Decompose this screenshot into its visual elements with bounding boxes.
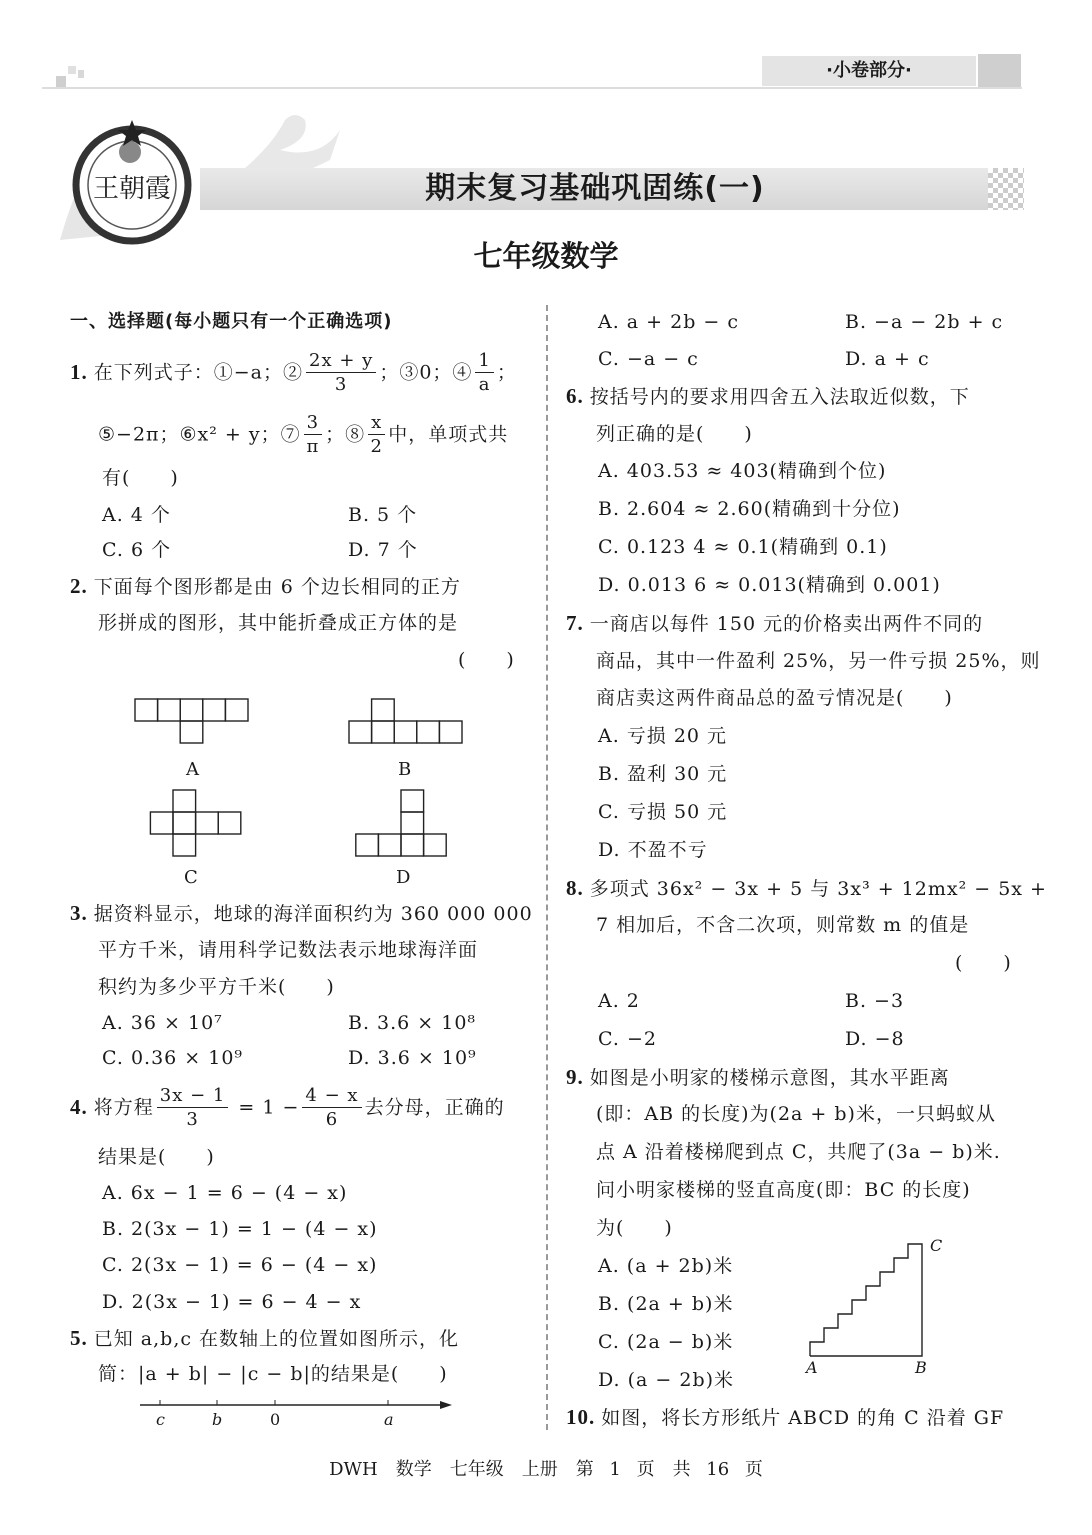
page-subtitle: 七年级数学	[473, 239, 619, 273]
net-b	[349, 699, 462, 743]
title-band-checker	[988, 168, 1024, 210]
option-a[interactable]: A. 亏损 20 元	[598, 725, 728, 747]
staircase-figure	[800, 1230, 940, 1360]
question-10-line-1	[566, 1405, 1004, 1430]
fraction: $\frac{3x - 1}{3}$	[157, 1085, 229, 1132]
option-a[interactable]: A. 403.53 ≈ 403(精确到个位)	[598, 460, 887, 482]
question-7-line-3: 商店卖这两件商品总的盈亏情况是( )	[596, 687, 953, 709]
question-6-line-1	[566, 384, 970, 409]
section-heading: 一、选择题(每小题只有一个正确选项)	[70, 311, 393, 332]
option-b[interactable]: B. −a − 2b + c	[845, 311, 1004, 333]
question-3-line-3: 积约为多少平方千米( )	[98, 976, 335, 998]
option-c[interactable]: C. 0.123 4 ≈ 0.1(精确到 0.1)	[598, 536, 888, 558]
option-a[interactable]: A. 2	[598, 990, 640, 1012]
text: 一商店以每件 150 元的价格卖出两件不同的	[589, 613, 984, 635]
text: 在下列式子：①−a；②	[93, 361, 303, 384]
question-9-line-5: 为( )	[596, 1217, 673, 1239]
text: 按括号内的要求用四舍五入法取近似数，下	[589, 386, 970, 408]
option-d[interactable]: D. 7 个	[348, 539, 418, 561]
number-line-label-a: a	[384, 1410, 395, 1429]
question-1-line-2	[98, 412, 508, 459]
text: ；	[496, 361, 517, 384]
text: 如图，将长方形纸片 ABCD 的角 C 沿着 GF	[601, 1407, 1005, 1429]
figure-label-d: D	[396, 867, 412, 888]
corner-decoration	[56, 66, 82, 88]
question-8-line-1	[566, 876, 1047, 901]
question-number: 4.	[70, 1094, 88, 1119]
option-a[interactable]: A. (a + 2b)米	[598, 1255, 734, 1277]
option-d[interactable]: D. (a − 2b)米	[598, 1369, 735, 1391]
option-d[interactable]: D. −8	[845, 1028, 905, 1050]
text: 已知 a,b,c 在数轴上的位置如图所示，化	[93, 1328, 460, 1350]
question-number: 6.	[566, 384, 584, 408]
text: 多项式 36x² − 3x + 5 与 3x³ + 12mx² − 5x +	[589, 878, 1047, 900]
question-number: 1.	[70, 359, 88, 384]
figure-label-a: A	[186, 759, 200, 780]
page-footer: DWH 数学 七年级 上册 第 1 页 共 16 页	[329, 1459, 763, 1480]
question-4-line-1	[70, 1085, 505, 1132]
question-3-line-2: 平方千米，请用科学记数法表示地球海洋面	[98, 939, 479, 961]
option-b[interactable]: B. 5 个	[348, 504, 418, 526]
question-2-line-2: 形拼成的图形，其中能折叠成正方体的是	[98, 612, 459, 634]
option-d[interactable]: D. 0.013 6 ≈ 0.013(精确到 0.001)	[598, 574, 941, 596]
figure-label-b: B	[398, 759, 413, 780]
question-number: 10.	[566, 1405, 596, 1429]
fraction: $\frac{3}{\pi}$	[304, 412, 322, 459]
option-c[interactable]: C. (2a − b)米	[598, 1331, 734, 1353]
text: 据资料显示，地球的海洋面积约为 360 000 000	[93, 903, 533, 925]
text: ⑤−2π；⑥x² + y；⑦	[98, 423, 301, 446]
option-a[interactable]: A. 6x − 1 = 6 − (4 − x)	[102, 1182, 348, 1204]
question-6-line-2: 列正确的是( )	[596, 423, 753, 445]
number-line-label-b: b	[212, 1410, 224, 1429]
option-b[interactable]: B. 3.6 × 10⁸	[348, 1012, 477, 1034]
header-rule	[42, 87, 1022, 89]
question-number: 8.	[566, 876, 584, 900]
question-7-line-1	[566, 611, 983, 636]
question-1-line-3: 有( )	[102, 467, 179, 489]
question-number: 2.	[70, 574, 88, 598]
fraction: $\frac{4 - x}{6}$	[302, 1085, 361, 1132]
option-d[interactable]: D. a + c	[845, 348, 930, 370]
net-d	[356, 790, 446, 856]
cube-nets-figure	[0, 690, 540, 890]
question-9-line-1	[566, 1065, 950, 1090]
text: 将方程	[93, 1096, 154, 1119]
answer-paren[interactable]: ( )	[458, 649, 515, 671]
option-c[interactable]: C. 亏损 50 元	[598, 801, 728, 823]
answer-paren[interactable]: ( )	[955, 952, 1012, 974]
figure-label-c: C	[184, 867, 199, 888]
column-divider	[546, 305, 548, 1430]
fraction: $\frac{x}{2}$	[368, 412, 385, 459]
option-b[interactable]: B. 2.604 ≈ 2.60(精确到十分位)	[598, 498, 901, 520]
option-c[interactable]: C. 0.36 × 10⁹	[102, 1047, 244, 1069]
text: 中，单项式共	[388, 423, 509, 446]
question-number: 3.	[70, 901, 88, 925]
point-label-b: B	[915, 1358, 928, 1377]
text: ；⑧	[325, 423, 366, 446]
point-label-a: A	[806, 1358, 819, 1377]
fraction: $\frac{1}{a}$	[475, 350, 493, 397]
question-number: 7.	[566, 611, 584, 635]
question-9-line-4: 问小明家楼梯的竖直高度(即：BC 的长度)	[596, 1179, 971, 1201]
question-3-line-1	[70, 901, 533, 926]
option-b[interactable]: B. (2a + b)米	[598, 1293, 734, 1315]
option-c[interactable]: C. 2(3x − 1) = 6 − (4 − x)	[102, 1254, 378, 1276]
header-block	[978, 54, 1021, 88]
option-b[interactable]: B. 盈利 30 元	[598, 763, 728, 785]
option-d[interactable]: D. 3.6 × 10⁹	[348, 1047, 477, 1069]
section-tab: ·小卷部分·	[762, 56, 976, 86]
text: 去分母，正确的	[364, 1096, 505, 1119]
number-line-label-0: 0	[270, 1410, 282, 1429]
option-a[interactable]: A. 36 × 10⁷	[102, 1012, 223, 1034]
option-d[interactable]: D. 2(3x − 1) = 6 − 4 − x	[102, 1291, 362, 1313]
option-d[interactable]: D. 不盈不亏	[598, 839, 708, 861]
option-a[interactable]: A. a + 2b − c	[598, 311, 740, 333]
question-number: 9.	[566, 1065, 584, 1089]
point-label-c: C	[930, 1236, 944, 1255]
number-line	[130, 1396, 460, 1416]
net-a	[135, 699, 248, 743]
text: 下面每个图形都是由 6 个边长相同的正方	[93, 576, 461, 598]
question-8-line-2: 7 相加后，不含二次项，则常数 m 的值是	[596, 914, 970, 936]
text: = 1 −	[238, 1096, 300, 1119]
page-title: 期末复习基础巩固练(一)	[425, 171, 765, 206]
question-9-line-3: 点 A 沿着楼梯爬到点 C，共爬了(3a − b)米.	[596, 1141, 1001, 1163]
text: 如图是小明家的楼梯示意图，其水平距离	[589, 1067, 950, 1089]
question-1-line-1	[70, 350, 517, 397]
question-number: 5.	[70, 1326, 88, 1350]
question-7-line-2: 商品，其中一件盈利 25%，另一件亏损 25%，则	[596, 650, 1041, 672]
fraction: $\frac{2x + y}{3}$	[306, 350, 376, 397]
question-9-line-2: (即：AB 的长度)为(2a + b)米，一只蚂蚁从	[596, 1103, 996, 1125]
option-b[interactable]: B. 2(3x − 1) = 1 − (4 − x)	[102, 1218, 378, 1240]
option-c[interactable]: C. −2	[598, 1028, 657, 1050]
question-5-line-1	[70, 1326, 459, 1351]
question-5-line-2: 简：|a + b| − |c − b|的结果是( )	[98, 1363, 448, 1385]
option-c[interactable]: C. −a − c	[598, 348, 699, 370]
text: ；③0；④	[379, 361, 473, 384]
number-line-label-c: c	[156, 1410, 166, 1429]
option-a[interactable]: A. 4 个	[102, 504, 171, 526]
option-c[interactable]: C. 6 个	[102, 539, 172, 561]
logo-text: 王朝霞	[92, 174, 172, 204]
net-c	[150, 790, 240, 856]
option-b[interactable]: B. −3	[845, 990, 905, 1012]
question-2-line-1	[70, 574, 461, 599]
question-4-line-2: 结果是( )	[98, 1146, 215, 1168]
